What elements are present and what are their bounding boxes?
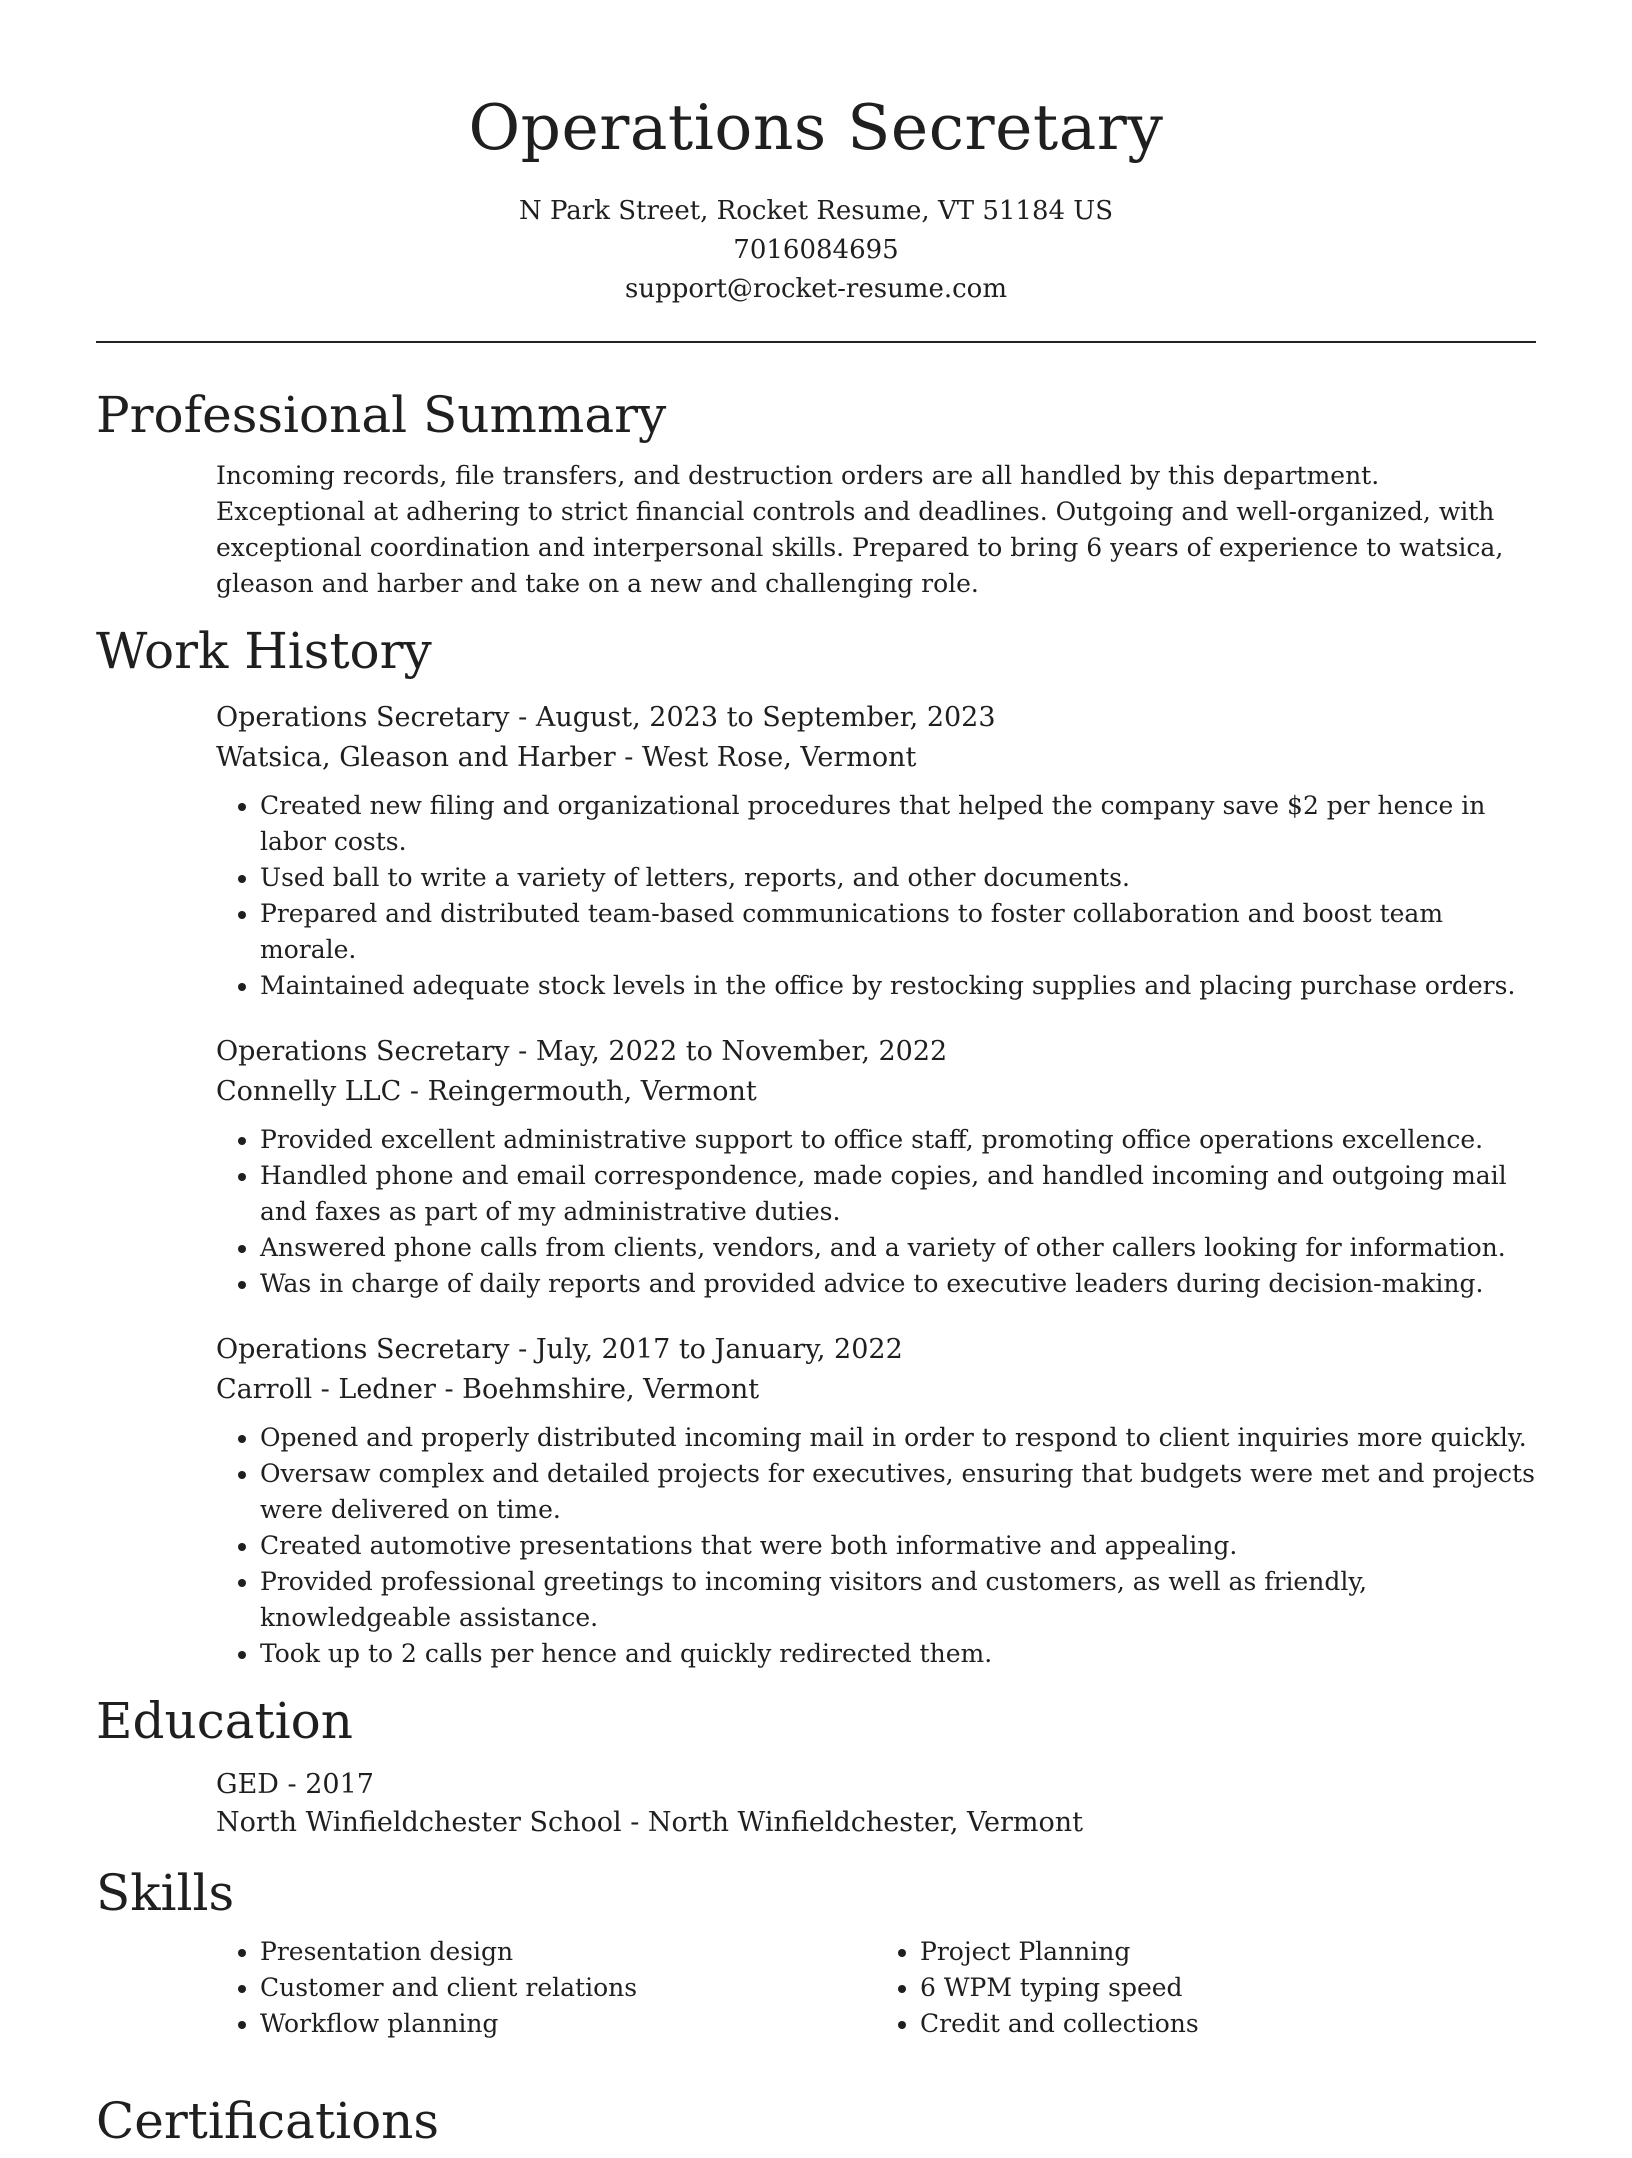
job-entry <box>216 1032 1536 1302</box>
job-entry <box>216 698 1536 1004</box>
job-location: - West Rose, Vermont <box>615 742 917 773</box>
certifications-heading: Certifications <box>96 2092 440 2150</box>
work-history-heading: Work History <box>96 622 432 680</box>
skills-column-left <box>216 1934 876 2042</box>
skill-item: • Customer and client relations <box>260 1970 876 2006</box>
job-bullets <box>216 1122 1536 1302</box>
job-dates: - May, 2022 to November, 2022 <box>509 1036 948 1067</box>
job-bullet: • Was in charge of daily reports and provided advice to executive leaders during decision-making. <box>260 1266 1536 1302</box>
education-year: - 2017 <box>278 1769 374 1800</box>
contact-address: N Park Street, Rocket Resume, VT 51184 US <box>518 196 1114 226</box>
job-title-line <box>216 1330 1536 1370</box>
job-bullet: • Created new filing and organizational procedures that helped the company save $2 per hence in labor costs. <box>260 788 1536 860</box>
job-company: Connelly LLC <box>216 1076 402 1107</box>
resume-name: Operations Secretary <box>468 91 1164 164</box>
skills-columns <box>216 1934 1536 2042</box>
skill-item: • Credit and collections <box>920 2006 1536 2042</box>
header-divider <box>96 341 1536 343</box>
job-bullet: • Prepared and distributed team-based communications to foster collaboration and boost team morale. <box>260 896 1536 968</box>
job-bullet: • Created automotive presentations that were both informative and appealing. <box>260 1528 1536 1564</box>
job-company: Watsica, Gleason and Harber <box>216 742 616 773</box>
skill-item: • Workflow planning <box>260 2006 876 2042</box>
job-company-line <box>216 1370 1536 1410</box>
job-title-line <box>216 1032 1536 1072</box>
job-bullet: • Opened and properly distributed incoming mail in order to respond to client inquiries more quickly. <box>260 1420 1536 1456</box>
skill-item: • Project Planning <box>920 1934 1536 1970</box>
job-company-line <box>216 738 1536 778</box>
skills-heading: Skills <box>96 1864 235 1922</box>
job-title-line <box>216 698 1536 738</box>
job-bullets <box>216 1420 1536 1672</box>
job-company-line <box>216 1072 1536 1112</box>
job-bullet: • Oversaw complex and detailed projects for executives, ensuring that budgets were met and projects were delivered on time. <box>260 1456 1536 1528</box>
education-school: North Winfieldchester School <box>216 1807 622 1838</box>
education-heading: Education <box>96 1692 353 1750</box>
job-company: Carroll - Ledner <box>216 1374 436 1405</box>
education-location: - North Winfieldchester, Vermont <box>621 1807 1084 1838</box>
summary-text: Incoming records, file transfers, and destruction orders are all handled by this department. Exceptional at adhering to strict financial controls and deadlines. Outgoing and well-organized, with exceptional coordination and interpersonal skills. Prepared to bring 6 years of experience to watsica, gleason and harber and take on a new and challenging role. <box>216 461 1504 598</box>
education-degree: GED <box>216 1769 279 1800</box>
summary-heading: Professional Summary <box>96 386 667 444</box>
job-bullet: • Provided excellent administrative support to office staff, promoting office operations excellence. <box>260 1122 1536 1158</box>
job-title: Operations Secretary <box>216 1036 510 1067</box>
job-bullet: • Handled phone and email correspondence, made copies, and handled incoming and outgoing mail and faxes as part of my administrative duties. <box>260 1158 1536 1230</box>
job-bullet: • Answered phone calls from clients, vendors, and a variety of other callers looking for information. <box>260 1230 1536 1266</box>
job-location: - Boehmshire, Vermont <box>435 1374 760 1405</box>
resume-content <box>96 378 1536 2042</box>
job-bullets <box>216 788 1536 1004</box>
job-title: Operations Secretary <box>216 1334 510 1365</box>
job-dates: - July, 2017 to January, 2022 <box>509 1334 903 1365</box>
job-bullet: • Used ball to write a variety of letters, reports, and other documents. <box>260 860 1536 896</box>
skills-column-right <box>876 1934 1536 2042</box>
education-degree-line <box>216 1766 1536 1804</box>
contact-phone: 7016084695 <box>733 235 899 265</box>
skill-item: • 6 WPM typing speed <box>920 1970 1536 2006</box>
job-dates: - August, 2023 to September, 2023 <box>509 702 996 733</box>
work-history-list <box>96 698 1536 1672</box>
education-school-line <box>216 1804 1536 1842</box>
skills-block <box>96 1934 1536 2042</box>
contact-block <box>0 192 1632 309</box>
education-entry <box>96 1766 1536 1842</box>
skill-item: • Presentation design <box>260 1934 876 1970</box>
job-bullet: • Maintained adequate stock levels in the office by restocking supplies and placing purchase orders. <box>260 968 1536 1004</box>
contact-email: support@rocket-resume.com <box>624 274 1007 304</box>
job-location: - Reingermouth, Vermont <box>401 1076 757 1107</box>
resume-header <box>0 0 1632 309</box>
job-bullet: • Provided professional greetings to incoming visitors and customers, as well as friendly, knowledgeable assistance. <box>260 1564 1536 1636</box>
job-bullet: • Took up to 2 calls per hence and quickly redirected them. <box>260 1636 1536 1672</box>
job-title: Operations Secretary <box>216 702 510 733</box>
job-entry <box>216 1330 1536 1672</box>
